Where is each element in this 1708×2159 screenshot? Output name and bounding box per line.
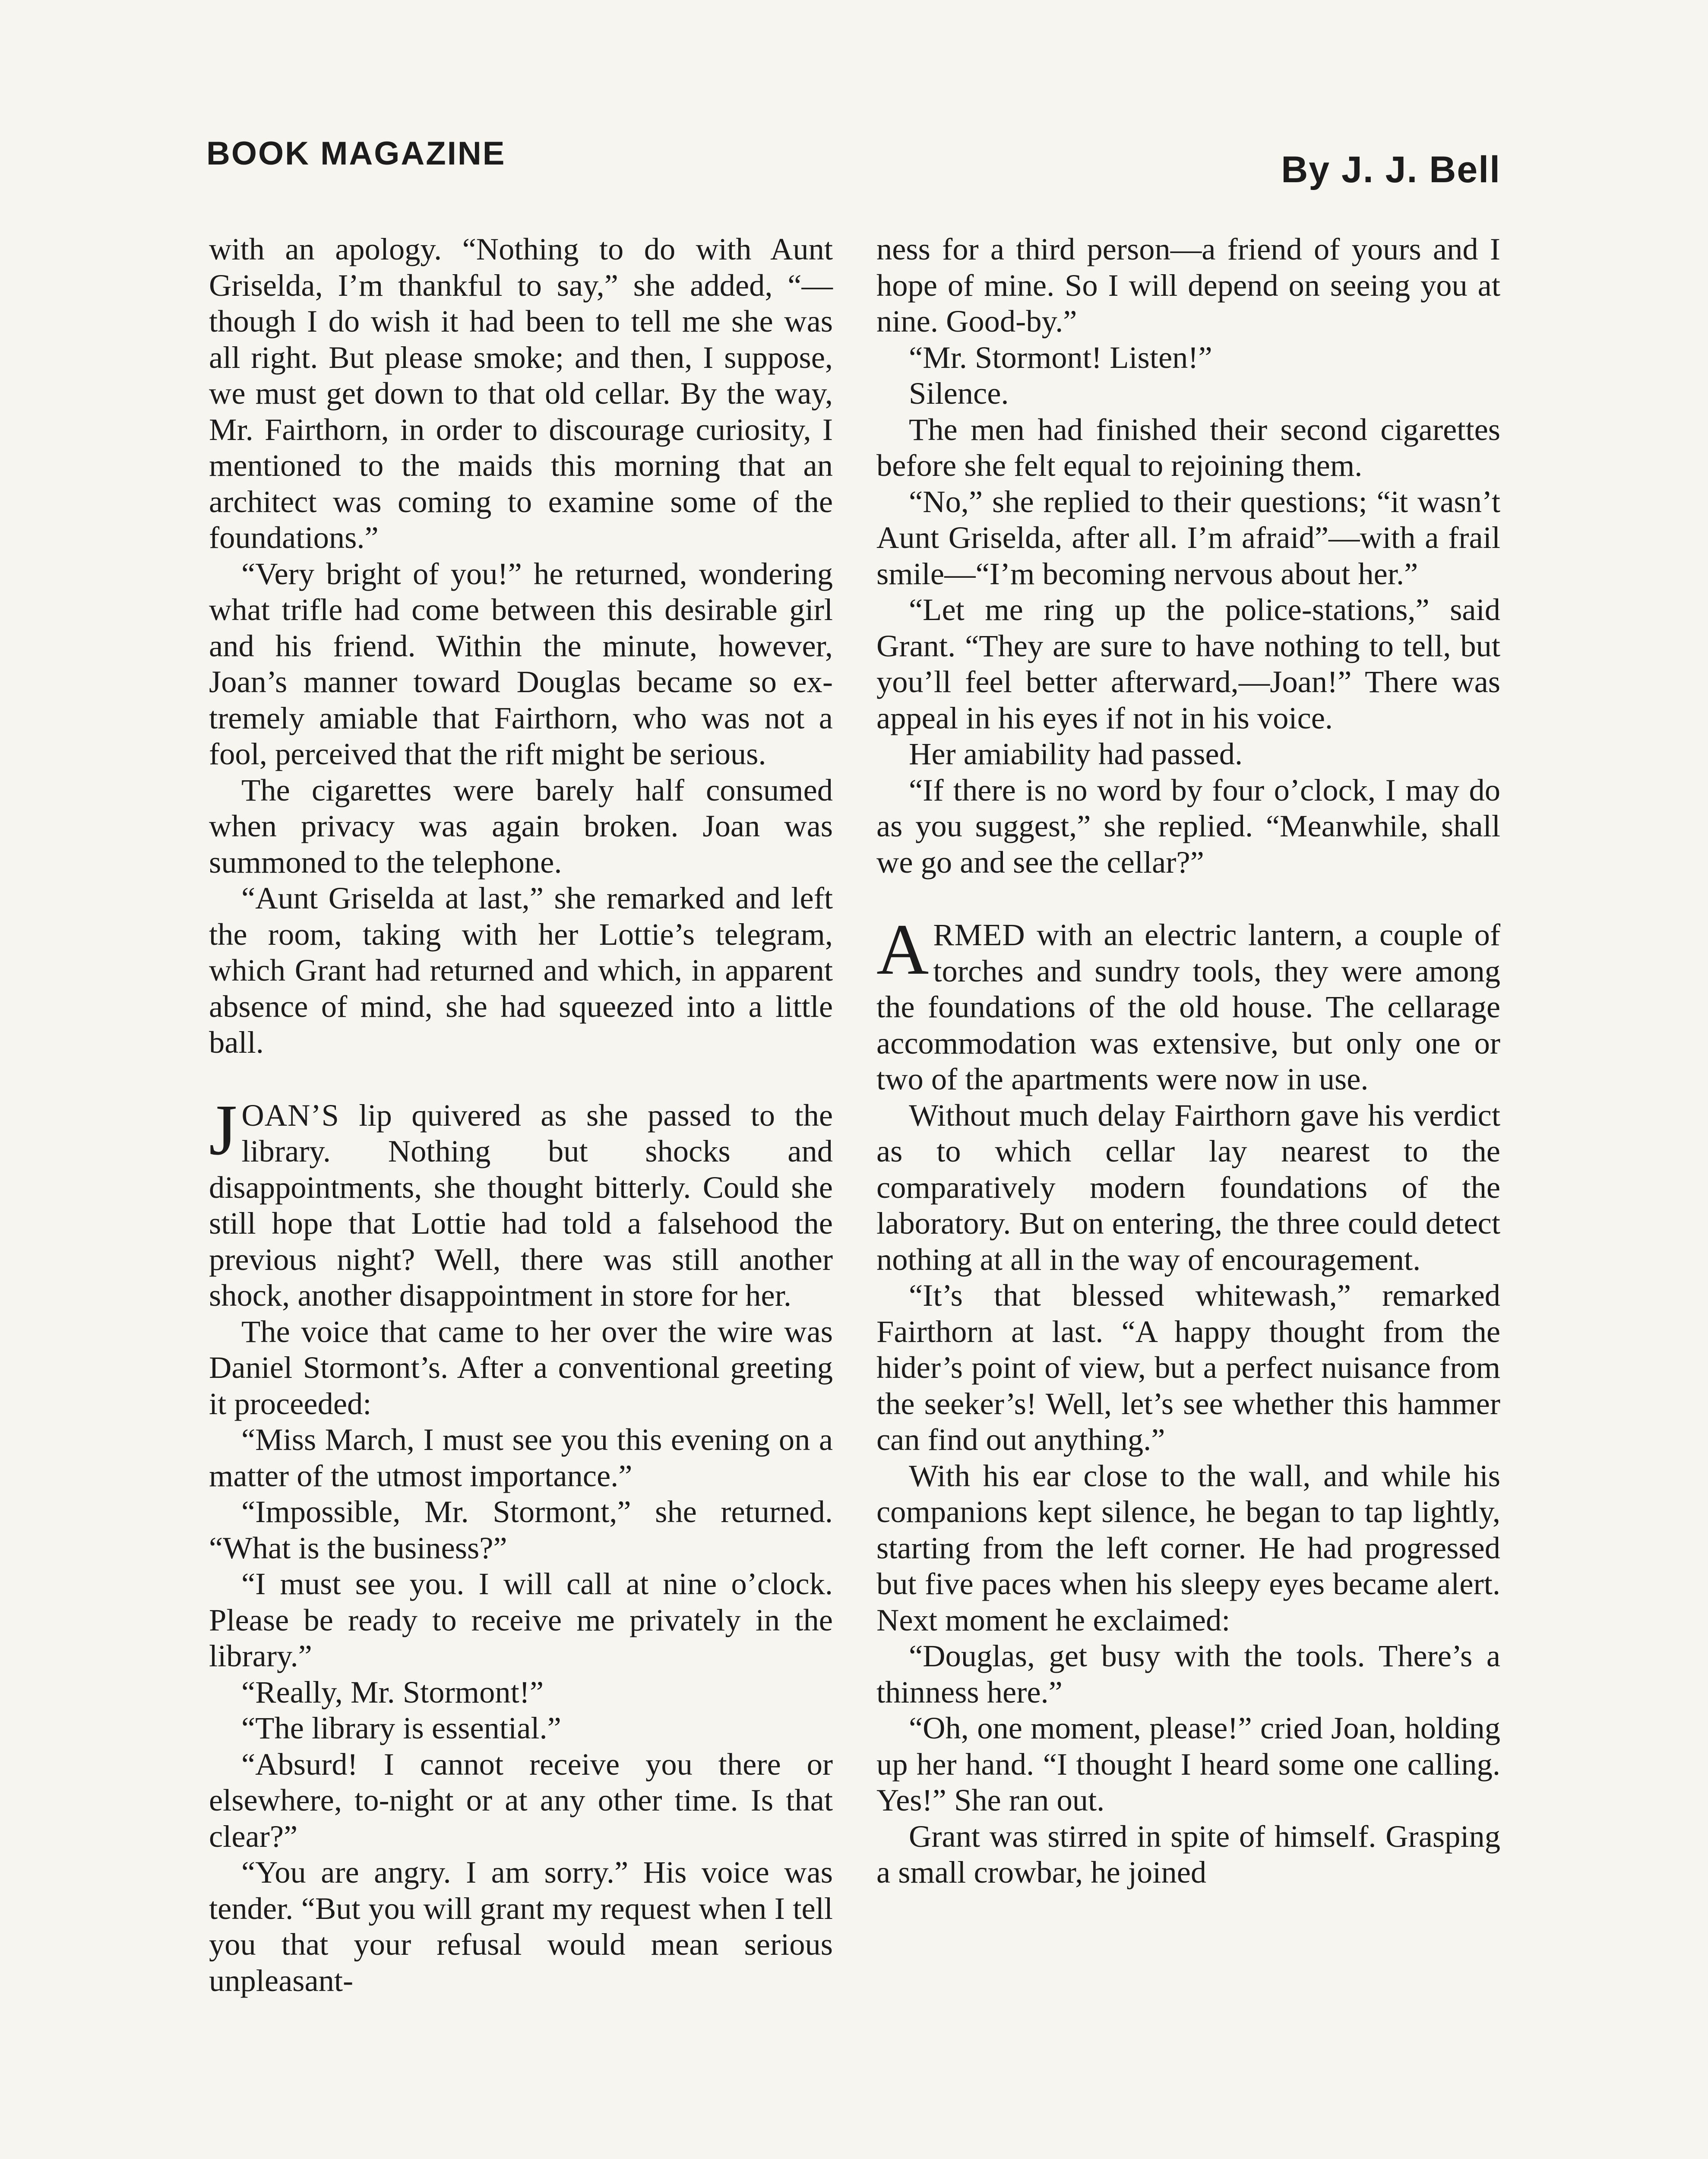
paragraph: “Very bright of you!” he returned, wondering what trifle had come between this desirable girl and his friend. Within the minute, however, Joan’s manner toward Douglas became so extremely amiable that Fairthorn, who was not a fool, perceived that the rift might be serious. [209,556,833,771]
paragraph-text: with an electric lantern, a couple of torches and sundry tools, they were among the foundations of the old house. The cellarage accommodation was extensive, but only one or two of the apartments were now in use. [876,917,1500,1096]
paragraph: “Oh, one moment, please!” cried Joan, holding up her hand. “I thought I heard some one calling. Yes!” She ran out. [876,1710,1500,1817]
paragraph: With his ear close to the wall, and while his companions kept silence, he began to tap lightly, starting from the left corner. He had progressed but five paces when his sleepy eyes became alert. Next moment he exclaimed: [876,1458,1500,1637]
paragraph: “Impossible, Mr. Stormont,” she returned. “What is the business?” [209,1494,833,1565]
magazine-title-header: BOOK MAGAZINE [206,135,506,172]
paragraph: with an apology. “Nothing to do with Aunt Griselda, I’m thankful to say,” she added, “—though I do wish it had been to tell me she was all right. But please smoke; and then, I suppose, we must get down to that old cellar. By the way, Mr. Fairthorn, in order to discourage curiosity, I mentioned to the maids this morning that an architect was coming to examine some of the foundations.” [209,231,833,555]
paragraph: “You are angry. I am sorry.” His voice was tender. “But you will grant my request when I tell you that your refusal would mean serious unpleasant- [209,1855,833,1998]
drop-cap: J [209,1089,237,1170]
paragraph: Grant was stirred in spite of himself. Grasping a small crowbar, he joined [876,1818,1500,1890]
paragraph: “Aunt Griselda at last,” she remarked and left the room, taking with her Lottie’s telegram, which Grant had returned and which, in apparent absence of mind, she had squeezed into a little ball. [209,880,833,1060]
paragraph: “If there is no word by four o’clock, I may do as you suggest,” she replied. “Meanwhile, shall we go and see the cellar?” [876,772,1500,880]
paragraph: “I must see you. I will call at nine o’clock. Please be ready to receive me privately in the library.” [209,1566,833,1673]
section-start-paragraph [876,909,1500,1097]
paragraph: “The library is essential.” [241,1710,561,1745]
right-text-column [876,231,1500,1890]
paragraph: ness for a third person—a friend of yours and I hope of mine. So I will depend on seeing you at nine. Good-by.” [876,231,1500,339]
paragraph: “It’s that blessed whitewash,” remarked Fairthorn at last. “A happy thought from the hider’s point of view, but a perfect nuisance from the seeker’s! Well, let’s see whether this hammer can find out anything.” [876,1278,1500,1457]
paragraph: Without much delay Fairthorn gave his verdict as to which cellar lay nearest to the comparatively modern foundations of the laboratory. But on entering, the three could detect nothing at all in the way of encouragement. [876,1097,1500,1277]
paragraph: Silence. [909,376,1009,411]
drop-cap: A [876,909,929,990]
paragraph: The cigarettes were barely half consumed when privacy was again broken. Joan was summoned to the telephone. [209,772,833,880]
author-byline-header: By J. J. Bell [1281,149,1501,190]
paragraph: “Douglas, get busy with the tools. There’s a thinness here.” [876,1638,1500,1709]
paragraph: “No,” she replied to their questions; “it wasn’t Aunt Griselda, after all. I’m afraid”—with a frail smile—“I’m becoming nervous about her.” [876,484,1500,591]
small-caps-lead: OAN’S [241,1097,339,1133]
small-caps-lead: RMED [933,917,1025,952]
section-start-paragraph [209,1089,833,1314]
paragraph: “Mr. Stormont! Listen!” [909,339,1212,375]
paragraph: “Really, Mr. Stormont!” [241,1674,544,1709]
paragraph: The voice that came to her over the wire was Daniel Stormont’s. After a conventional greeting it proceeded: [209,1314,833,1421]
paragraph: The men had finished their second cigarettes before she felt equal to rejoining them. [876,412,1500,483]
paragraph: “Miss March, I must see you this evening on a matter of the utmost importance.” [209,1422,833,1493]
paragraph-text: lip quivered as she passed to the library. Nothing but shocks and disappointments, she thought bitterly. Could she still hope that Lottie had told a falsehood the previous night? Well, there was still another shock, another disappointment in store for her. [209,1097,833,1313]
paragraph: “Let me ring up the police-stations,” said Grant. “They are sure to have nothing to tell, but you’ll feel better afterward,—Joan!” There was appeal in his eyes if not in his voice. [876,592,1500,735]
paragraph: “Absurd! I cannot receive you there or elsewhere, to-night or at any other time. Is that clear?” [209,1746,833,1854]
paragraph: Her amiability had passed. [909,736,1243,771]
left-text-column [209,231,833,1998]
